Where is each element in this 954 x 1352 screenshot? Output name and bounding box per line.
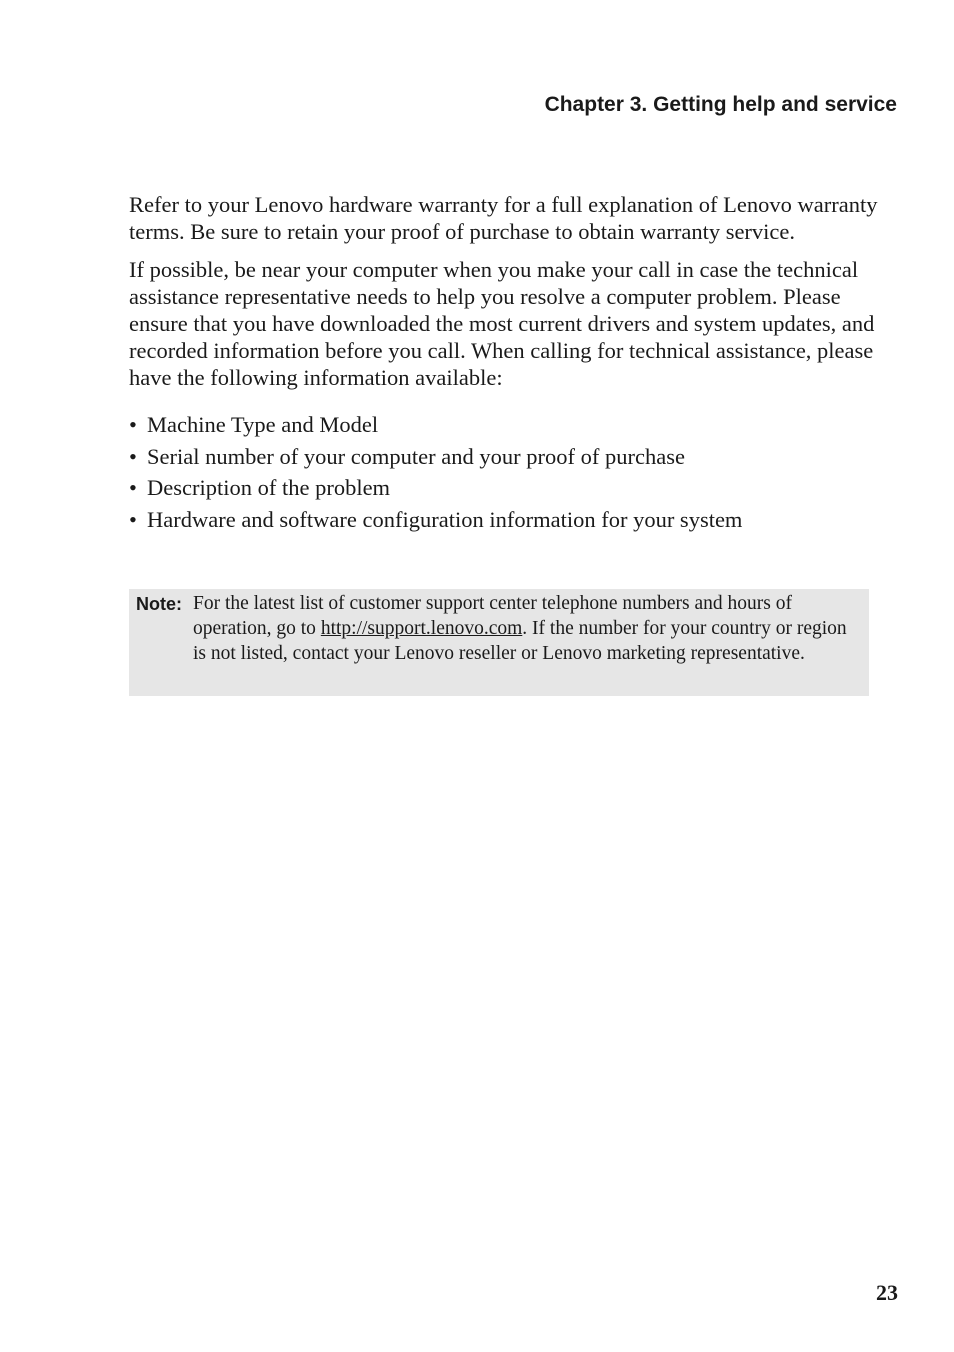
list-item	[129, 504, 901, 536]
list-item-text: Hardware and software configuration information for your system	[147, 507, 743, 533]
chapter-header: Chapter 3. Getting help and service	[544, 93, 897, 116]
note-text	[193, 591, 861, 666]
note-row	[136, 591, 861, 666]
list-item	[129, 472, 901, 504]
note-box	[129, 589, 869, 696]
call-preparation-paragraph: If possible, be near your computer when you make your call in case the technical assistance representative needs to help you resolve a computer problem. Please ensure that you have downloaded the most current drivers and system updates, and recorded information before you call. When calling for technical assistance, please have the following information available:	[129, 257, 875, 390]
bullet-icon: •	[129, 443, 137, 469]
bullet-icon: •	[129, 507, 137, 533]
note-text-before-link: For the latest list of customer support center telephone numbers and hours of operation, go to	[193, 593, 792, 639]
bullet-icon: •	[129, 475, 137, 501]
list-item-text: Serial number of your computer and your proof of purchase	[147, 443, 685, 469]
page-number: 23	[876, 1280, 898, 1305]
list-item-text: Machine Type and Model	[147, 412, 379, 437]
bullet-icon: •	[129, 412, 137, 437]
note-label: Note:	[136, 594, 182, 614]
required-info-list	[129, 409, 901, 536]
warranty-paragraph: Refer to your Lenovo hardware warranty for a full explanation of Lenovo warranty terms. Be sure to retain your proof of purchase to obtain warranty service.	[129, 192, 878, 244]
support-link[interactable]: http://support.lenovo.com	[320, 618, 523, 639]
main-content	[129, 191, 901, 536]
note-text-after-link: . If the number for your country or region is not listed, contact your Lenovo reseller or Lenovo marketing representative.	[193, 618, 847, 664]
list-item-text: Description of the problem	[147, 475, 391, 501]
list-item	[129, 441, 901, 473]
list-item	[129, 409, 901, 441]
